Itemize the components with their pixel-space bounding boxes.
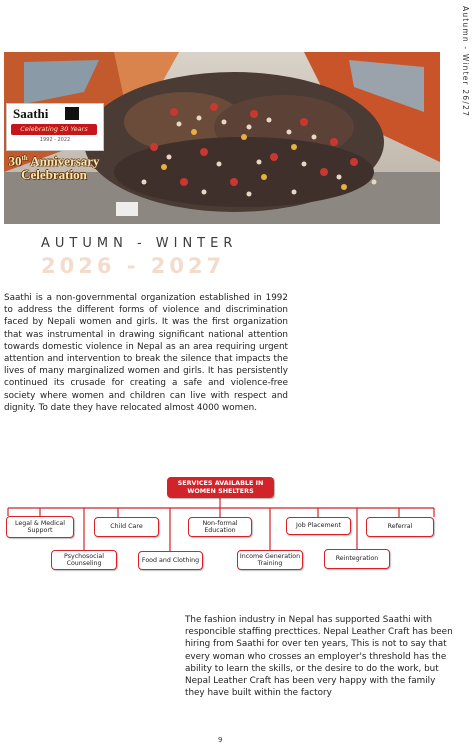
intro-paragraph: Saathi is a non-governmental organization established in 1992 to address the different forms of violence and discrimination faced by Nepali women and girls. It was the first organization that was instrumental in drawing significant national attention towards domestic violence in Nepal as an area requiring urgent attention and intervention to break the silence that impacts the lives of many marginalized women and girls. It has persistently continued its crusade for creating a safe and violence-free society where women and children can live with respect and dignity. To date they have relocated almost 4000 women. — [4, 293, 288, 413]
services-title: SERVICES AVAILABLE IN WOMEN SHELTERS — [167, 477, 274, 498]
service-psychosocial-counseling: Psychosocial Counseling — [51, 550, 117, 570]
page-number: 9 — [218, 736, 223, 744]
group-photo — [4, 52, 440, 224]
service-reintegration: Reintegration — [324, 549, 390, 569]
anniversary-line1: Anniversary — [30, 153, 100, 169]
service-child-care: Child Care — [94, 517, 159, 537]
service-income-generation-training: Income Generation Training — [237, 550, 303, 570]
services-diagram — [0, 474, 474, 574]
side-running-header — [460, 6, 472, 118]
side-running-header-text: Autumn - Winter 26/27 — [461, 6, 470, 118]
closing-paragraph: The fashion industry in Nepal has supported Saathi with responcible staffing precttices. Nepal Leather Craft has been hiring from Saathi for over ten years, This is not to say that every woman who crosses an employer's threshold has the ability to learn the skills, or the desire to do the work, but Nepal Leather Craft has been very happy with the family they have built within the factory — [185, 615, 453, 699]
logo-years: 1992 - 2022 — [39, 137, 71, 143]
logo-wordmark: Saathi — [13, 106, 49, 121]
saathi-logo — [6, 103, 104, 151]
anniversary-number: 30 — [8, 153, 22, 169]
years-heading: 2026 - 2027 — [41, 254, 226, 278]
anniversary-caption — [6, 151, 102, 182]
season-heading: AUTUMN - WINTER — [41, 236, 238, 251]
service-food-and-clothing: Food and Clothing — [138, 551, 203, 570]
logo-ribbon: Celebrating 30 Years — [11, 124, 97, 135]
anniversary-line2: Celebration — [21, 167, 87, 183]
service-legal-medical-support: Legal & Medical Support — [6, 516, 74, 538]
logo-emblem-icon — [65, 107, 79, 120]
anniversary-suffix: th — [21, 154, 28, 162]
service-non-formal-education: Non-formal Education — [188, 517, 252, 537]
service-job-placement: Job Placement — [286, 517, 351, 535]
service-referral: Referral — [366, 517, 434, 537]
